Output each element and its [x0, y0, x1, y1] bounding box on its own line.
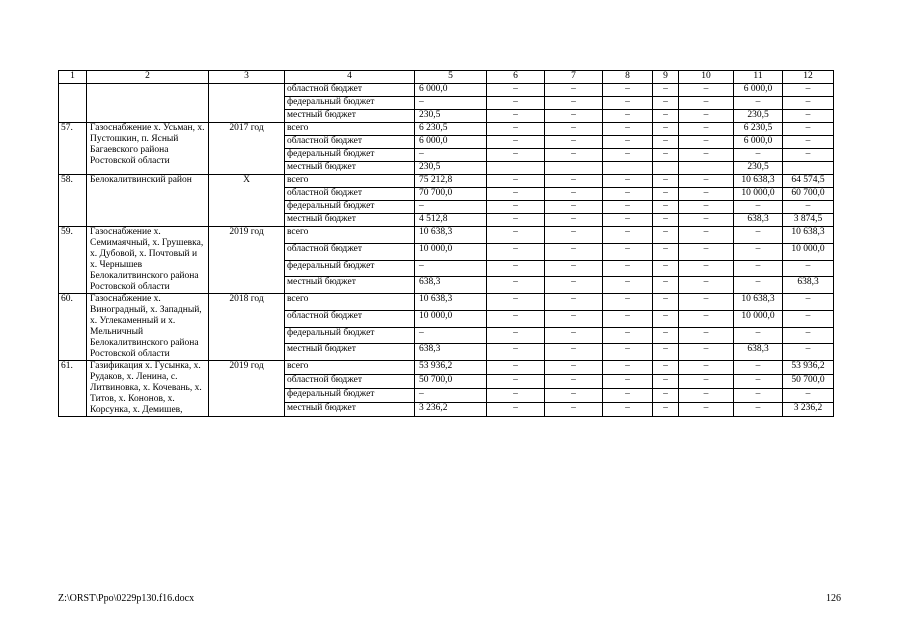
amount-cell: 10 000,0: [734, 310, 783, 327]
amount-cell: –: [603, 201, 653, 214]
funding-source: всего: [285, 123, 415, 136]
amount-cell: 638,3: [734, 344, 783, 361]
year-cell: [209, 84, 285, 123]
year: 2019 год: [209, 227, 285, 294]
amount-cell: –: [653, 403, 679, 417]
amount-cell: –: [783, 84, 834, 97]
amount-cell: 53 936,2: [415, 361, 487, 375]
table-row: [59, 361, 834, 375]
amount-cell: –: [603, 110, 653, 123]
amount-cell: –: [734, 149, 783, 162]
amount-cell: –: [603, 375, 653, 389]
amount-cell: 50 700,0: [783, 375, 834, 389]
amount-cell: 64 574,5: [783, 175, 834, 188]
amount-cell: 3 236,2: [415, 403, 487, 417]
amount-cell: –: [487, 310, 545, 327]
amount-cell: –: [603, 389, 653, 403]
amount-cell: –: [653, 344, 679, 361]
amount-cell: 10 638,3: [734, 294, 783, 311]
amount-cell: –: [487, 214, 545, 227]
amount-cell: –: [679, 149, 734, 162]
amount-cell: 70 700,0: [415, 188, 487, 201]
amount-cell: –: [679, 84, 734, 97]
amount-cell: –: [487, 344, 545, 361]
amount-cell: 230,5: [415, 110, 487, 123]
amount-cell: –: [603, 149, 653, 162]
amount-cell: –: [603, 243, 653, 260]
table-row: [59, 123, 834, 136]
amount-cell: [603, 162, 653, 175]
amount-cell: [545, 162, 603, 175]
amount-cell: 230,5: [734, 110, 783, 123]
amount-cell: 638,3: [415, 277, 487, 294]
row-number: 57.: [59, 123, 87, 175]
amount-cell: –: [545, 277, 603, 294]
column-number: 10: [679, 71, 734, 84]
budget-table: [58, 70, 834, 417]
amount-cell: –: [783, 136, 834, 149]
amount-cell: –: [545, 97, 603, 110]
amount-cell: [487, 162, 545, 175]
amount-cell: [653, 162, 679, 175]
amount-cell: –: [487, 123, 545, 136]
amount-cell: –: [679, 123, 734, 136]
amount-cell: –: [783, 123, 834, 136]
table-row: [59, 84, 834, 97]
funding-source: местный бюджет: [285, 344, 415, 361]
amount-cell: 10 638,3: [783, 227, 834, 244]
funding-source: местный бюджет: [285, 277, 415, 294]
funding-source: местный бюджет: [285, 403, 415, 417]
amount-cell: –: [679, 136, 734, 149]
amount-cell: –: [487, 403, 545, 417]
amount-cell: –: [653, 123, 679, 136]
amount-cell: –: [545, 201, 603, 214]
amount-cell: –: [653, 260, 679, 277]
amount-cell: –: [487, 375, 545, 389]
amount-cell: –: [545, 84, 603, 97]
column-number: 4: [285, 71, 415, 84]
amount-cell: –: [783, 294, 834, 311]
amount-cell: 638,3: [783, 277, 834, 294]
amount-cell: –: [653, 310, 679, 327]
amount-cell: –: [603, 310, 653, 327]
year: 2017 год: [209, 123, 285, 175]
column-number: 12: [783, 71, 834, 84]
amount-cell: –: [783, 260, 834, 277]
amount-cell: –: [487, 84, 545, 97]
column-number: 6: [487, 71, 545, 84]
amount-cell: –: [734, 403, 783, 417]
amount-cell: –: [734, 97, 783, 110]
amount-cell: –: [487, 361, 545, 375]
amount-cell: –: [545, 243, 603, 260]
amount-cell: 6 230,5: [415, 123, 487, 136]
row-number: 61.: [59, 361, 87, 417]
table-row: [59, 294, 834, 311]
amount-cell: –: [783, 97, 834, 110]
funding-source: областной бюджет: [285, 243, 415, 260]
amount-cell: –: [653, 361, 679, 375]
amount-cell: –: [603, 123, 653, 136]
amount-cell: 638,3: [415, 344, 487, 361]
amount-cell: –: [545, 310, 603, 327]
amount-cell: 50 700,0: [415, 375, 487, 389]
amount-cell: –: [679, 344, 734, 361]
amount-cell: –: [545, 361, 603, 375]
column-number: 7: [545, 71, 603, 84]
amount-cell: –: [603, 84, 653, 97]
amount-cell: –: [653, 227, 679, 244]
funding-source: федеральный бюджет: [285, 97, 415, 110]
amount-cell: –: [679, 243, 734, 260]
object-name: Газоснабжение х. Виноградный, х. Западный, х. Углекаменный и х. Мельничный Белокалитвинского района Ростовской области: [87, 294, 209, 361]
funding-source: областной бюджет: [285, 188, 415, 201]
amount-cell: –: [487, 136, 545, 149]
amount-cell: –: [653, 149, 679, 162]
amount-cell: –: [653, 327, 679, 344]
amount-cell: –: [487, 110, 545, 123]
amount-cell: –: [415, 327, 487, 344]
amount-cell: –: [734, 227, 783, 244]
amount-cell: –: [679, 361, 734, 375]
amount-cell: –: [487, 201, 545, 214]
row-number-cell: [59, 84, 87, 123]
amount-cell: 6 230,5: [734, 123, 783, 136]
amount-cell: –: [545, 227, 603, 244]
amount-cell: 60 700,0: [783, 188, 834, 201]
amount-cell: –: [487, 389, 545, 403]
amount-cell: –: [783, 110, 834, 123]
amount-cell: –: [603, 327, 653, 344]
amount-cell: –: [734, 243, 783, 260]
amount-cell: –: [415, 149, 487, 162]
amount-cell: –: [783, 344, 834, 361]
amount-cell: 10 000,0: [734, 188, 783, 201]
column-number: 11: [734, 71, 783, 84]
amount-cell: –: [487, 227, 545, 244]
amount-cell: –: [783, 310, 834, 327]
amount-cell: –: [487, 243, 545, 260]
funding-source: областной бюджет: [285, 136, 415, 149]
amount-cell: 3 236,2: [783, 403, 834, 417]
amount-cell: –: [653, 84, 679, 97]
object-name: Белокалитвинский район: [87, 175, 209, 227]
amount-cell: –: [545, 188, 603, 201]
table-header-row: [59, 71, 834, 84]
amount-cell: –: [734, 260, 783, 277]
table-row: [59, 175, 834, 188]
object-name: Газификация х. Гусынка, х. Рудаков, х. Ленина, с. Литвиновка, х. Кочевань, х. Титов, х. Кононов, х. Корсунка, х. Демишев,: [87, 361, 209, 417]
amount-cell: –: [679, 175, 734, 188]
amount-cell: –: [603, 214, 653, 227]
amount-cell: –: [603, 403, 653, 417]
row-number: 58.: [59, 175, 87, 227]
amount-cell: –: [603, 136, 653, 149]
amount-cell: –: [415, 389, 487, 403]
amount-cell: –: [653, 136, 679, 149]
amount-cell: –: [653, 110, 679, 123]
amount-cell: –: [415, 201, 487, 214]
amount-cell: –: [545, 327, 603, 344]
funding-source: всего: [285, 175, 415, 188]
column-number: 2: [87, 71, 209, 84]
amount-cell: –: [603, 227, 653, 244]
amount-cell: 10 000,0: [415, 243, 487, 260]
amount-cell: –: [603, 361, 653, 375]
amount-cell: –: [679, 110, 734, 123]
funding-source: местный бюджет: [285, 214, 415, 227]
year: 2019 год: [209, 361, 285, 417]
amount-cell: –: [783, 201, 834, 214]
amount-cell: –: [679, 389, 734, 403]
funding-source: федеральный бюджет: [285, 201, 415, 214]
amount-cell: 3 874,5: [783, 214, 834, 227]
amount-cell: –: [603, 188, 653, 201]
amount-cell: –: [487, 149, 545, 162]
amount-cell: –: [679, 227, 734, 244]
column-number: 9: [653, 71, 679, 84]
amount-cell: 10 638,3: [734, 175, 783, 188]
object-name: Газоснабжение х. Усьман, х. Пустошкин, п. Ясный Багаевского района Ростовской области: [87, 123, 209, 175]
amount-cell: –: [679, 97, 734, 110]
amount-cell: –: [783, 327, 834, 344]
amount-cell: –: [545, 389, 603, 403]
amount-cell: 10 638,3: [415, 227, 487, 244]
amount-cell: –: [545, 175, 603, 188]
funding-source: областной бюджет: [285, 375, 415, 389]
object-name: Газоснабжение х. Семимаячный, х. Грушевка, х. Дубовой, х. Почтовый и х. Чернышев Белокалитвинского района Ростовской области: [87, 227, 209, 294]
amount-cell: –: [734, 277, 783, 294]
amount-cell: [679, 162, 734, 175]
amount-cell: –: [679, 403, 734, 417]
amount-cell: –: [734, 375, 783, 389]
amount-cell: –: [487, 260, 545, 277]
amount-cell: –: [653, 277, 679, 294]
amount-cell: –: [487, 97, 545, 110]
amount-cell: –: [679, 327, 734, 344]
funding-source: федеральный бюджет: [285, 149, 415, 162]
funding-source: местный бюджет: [285, 110, 415, 123]
amount-cell: –: [545, 149, 603, 162]
amount-cell: [783, 162, 834, 175]
amount-cell: –: [603, 260, 653, 277]
amount-cell: 230,5: [415, 162, 487, 175]
file-path: Z:\ORST\Ppo\0229p130.f16.docx: [58, 593, 195, 604]
amount-cell: –: [653, 201, 679, 214]
amount-cell: –: [415, 97, 487, 110]
amount-cell: –: [545, 110, 603, 123]
amount-cell: –: [603, 277, 653, 294]
amount-cell: –: [653, 188, 679, 201]
column-number: 1: [59, 71, 87, 84]
amount-cell: –: [679, 310, 734, 327]
amount-cell: 10 000,0: [783, 243, 834, 260]
amount-cell: –: [487, 327, 545, 344]
row-number: 60.: [59, 294, 87, 361]
amount-cell: 6 000,0: [415, 84, 487, 97]
amount-cell: –: [545, 123, 603, 136]
amount-cell: –: [545, 294, 603, 311]
funding-source: федеральный бюджет: [285, 327, 415, 344]
amount-cell: –: [603, 344, 653, 361]
amount-cell: –: [653, 294, 679, 311]
amount-cell: –: [679, 214, 734, 227]
amount-cell: –: [734, 201, 783, 214]
object-cell: [87, 84, 209, 123]
amount-cell: –: [545, 403, 603, 417]
amount-cell: –: [653, 375, 679, 389]
amount-cell: –: [679, 188, 734, 201]
amount-cell: 230,5: [734, 162, 783, 175]
amount-cell: –: [545, 375, 603, 389]
amount-cell: –: [603, 294, 653, 311]
funding-source: областной бюджет: [285, 310, 415, 327]
amount-cell: –: [783, 149, 834, 162]
amount-cell: –: [783, 389, 834, 403]
funding-source: федеральный бюджет: [285, 389, 415, 403]
funding-source: всего: [285, 227, 415, 244]
funding-source: местный бюджет: [285, 162, 415, 175]
amount-cell: –: [679, 260, 734, 277]
funding-source: всего: [285, 361, 415, 375]
column-number: 3: [209, 71, 285, 84]
amount-cell: –: [487, 277, 545, 294]
amount-cell: 75 212,8: [415, 175, 487, 188]
amount-cell: 10 638,3: [415, 294, 487, 311]
amount-cell: –: [734, 361, 783, 375]
amount-cell: –: [545, 136, 603, 149]
funding-source: всего: [285, 294, 415, 311]
amount-cell: 638,3: [734, 214, 783, 227]
amount-cell: –: [603, 175, 653, 188]
amount-cell: 10 000,0: [415, 310, 487, 327]
column-number: 5: [415, 71, 487, 84]
amount-cell: –: [487, 175, 545, 188]
amount-cell: 6 000,0: [734, 136, 783, 149]
column-number: 8: [603, 71, 653, 84]
amount-cell: 4 512,8: [415, 214, 487, 227]
amount-cell: –: [603, 97, 653, 110]
year: 2018 год: [209, 294, 285, 361]
amount-cell: –: [545, 344, 603, 361]
amount-cell: –: [679, 277, 734, 294]
amount-cell: –: [653, 389, 679, 403]
amount-cell: –: [653, 175, 679, 188]
amount-cell: –: [545, 214, 603, 227]
amount-cell: –: [734, 327, 783, 344]
amount-cell: –: [415, 260, 487, 277]
funding-source: областной бюджет: [285, 84, 415, 97]
funding-source: федеральный бюджет: [285, 260, 415, 277]
amount-cell: –: [487, 294, 545, 311]
amount-cell: –: [487, 188, 545, 201]
amount-cell: –: [734, 389, 783, 403]
amount-cell: 6 000,0: [415, 136, 487, 149]
amount-cell: 53 936,2: [783, 361, 834, 375]
amount-cell: –: [653, 243, 679, 260]
amount-cell: –: [679, 294, 734, 311]
amount-cell: –: [653, 97, 679, 110]
amount-cell: 6 000,0: [734, 84, 783, 97]
amount-cell: –: [679, 201, 734, 214]
row-number: 59.: [59, 227, 87, 294]
amount-cell: –: [653, 214, 679, 227]
table-row: [59, 227, 834, 244]
amount-cell: –: [679, 375, 734, 389]
year: Х: [209, 175, 285, 227]
page-number: 126: [826, 593, 841, 604]
amount-cell: –: [545, 260, 603, 277]
